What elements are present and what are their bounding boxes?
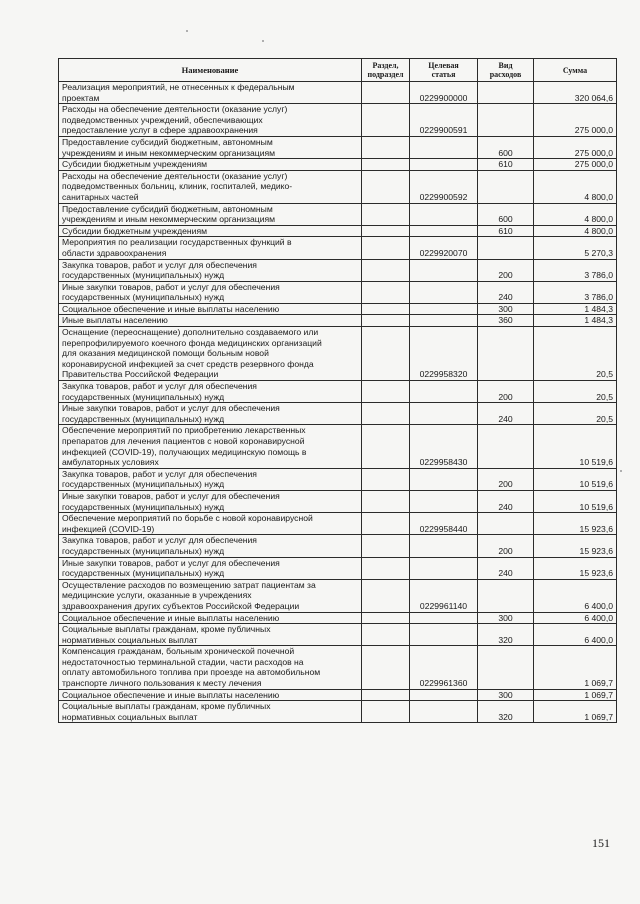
- row-amount: 1 484,3: [534, 303, 617, 315]
- row-expense-kind: 300: [478, 612, 534, 624]
- row-target-article: [410, 259, 478, 281]
- table-row: [59, 136, 617, 158]
- row-target-article: 0229958440: [410, 513, 478, 535]
- row-target-article: [410, 159, 478, 171]
- row-amount: 1 069,7: [534, 689, 617, 701]
- scan-speck: [620, 470, 622, 472]
- row-name: Осуществление расходов по возмещению затрат пациентам за медицинские услуги, оказанные в учреждениях здравоохранения других субъектов Российской Федерации: [59, 579, 362, 612]
- row-section: [362, 315, 410, 327]
- row-section: [362, 468, 410, 490]
- table-row: [59, 281, 617, 303]
- row-section: [362, 403, 410, 425]
- row-amount: 4 800,0: [534, 170, 617, 203]
- row-name: Обеспечение мероприятий по борьбе с новой коронавирусной инфекцией (COVID-19): [59, 513, 362, 535]
- row-target-article: [410, 203, 478, 225]
- row-section: [362, 381, 410, 403]
- row-target-article: [410, 624, 478, 646]
- row-name: Иные закупки товаров, работ и услуг для обеспечения государственных (муниципальных) нужд: [59, 557, 362, 579]
- table-row: [59, 82, 617, 104]
- row-expense-kind: 240: [478, 281, 534, 303]
- row-amount: 275 000,0: [534, 136, 617, 158]
- row-section: [362, 104, 410, 137]
- row-target-article: 0229900000: [410, 82, 478, 104]
- row-target-article: [410, 315, 478, 327]
- row-expense-kind: [478, 170, 534, 203]
- table-row: [59, 159, 617, 171]
- row-section: [362, 327, 410, 381]
- header-kind-text: Вид расходов: [489, 61, 522, 79]
- row-expense-kind: [478, 104, 534, 137]
- table-row: [59, 381, 617, 403]
- row-name: Расходы на обеспечение деятельности (оказание услуг) подведомственных учреждений, обеспечивающих предоставление услуг в сфере здравоохранения: [59, 104, 362, 137]
- row-amount: 6 400,0: [534, 579, 617, 612]
- row-section: [362, 203, 410, 225]
- header-section: [362, 59, 410, 82]
- budget-table: [58, 58, 617, 723]
- row-expense-kind: [478, 327, 534, 381]
- row-target-article: [410, 403, 478, 425]
- row-target-article: [410, 468, 478, 490]
- row-section: [362, 159, 410, 171]
- row-name: Расходы на обеспечение деятельности (оказание услуг) подведомственных больниц, клиник, госпиталей, медико- санитарных частей: [59, 170, 362, 203]
- row-amount: 1 069,7: [534, 646, 617, 689]
- row-name: Социальное обеспечение и иные выплаты населению: [59, 612, 362, 624]
- row-target-article: [410, 381, 478, 403]
- row-expense-kind: [478, 646, 534, 689]
- table-row: [59, 701, 617, 723]
- row-expense-kind: 240: [478, 557, 534, 579]
- row-amount: 5 270,3: [534, 237, 617, 259]
- row-name: Иные закупки товаров, работ и услуг для обеспечения государственных (муниципальных) нужд: [59, 281, 362, 303]
- table-row: [59, 535, 617, 557]
- row-expense-kind: [478, 579, 534, 612]
- row-amount: 15 923,6: [534, 557, 617, 579]
- row-target-article: [410, 303, 478, 315]
- row-target-article: 0229961360: [410, 646, 478, 689]
- row-name: Закупка товаров, работ и услуг для обеспечения государственных (муниципальных) нужд: [59, 468, 362, 490]
- row-expense-kind: 600: [478, 203, 534, 225]
- row-section: [362, 237, 410, 259]
- row-section: [362, 579, 410, 612]
- row-amount: 15 923,6: [534, 513, 617, 535]
- row-target-article: [410, 557, 478, 579]
- row-target-article: [410, 490, 478, 512]
- row-section: [362, 425, 410, 468]
- row-section: [362, 303, 410, 315]
- row-name: Предоставление субсидий бюджетным, автономным учреждениям и иным некоммерческим организациям: [59, 203, 362, 225]
- row-target-article: [410, 701, 478, 723]
- row-amount: 20,5: [534, 381, 617, 403]
- table-row: [59, 612, 617, 624]
- row-section: [362, 689, 410, 701]
- row-section: [362, 513, 410, 535]
- row-expense-kind: [478, 425, 534, 468]
- row-amount: 10 519,6: [534, 490, 617, 512]
- row-expense-kind: 200: [478, 381, 534, 403]
- row-amount: 3 786,0: [534, 259, 617, 281]
- scan-speck: [262, 40, 264, 42]
- row-name: Субсидии бюджетным учреждениям: [59, 159, 362, 171]
- row-target-article: [410, 225, 478, 237]
- row-target-article: 0229920070: [410, 237, 478, 259]
- row-section: [362, 281, 410, 303]
- header-target: [410, 59, 478, 82]
- table-row: [59, 203, 617, 225]
- row-expense-kind: 300: [478, 303, 534, 315]
- header-target-text: Целевая статья: [428, 61, 459, 79]
- table-row: [59, 315, 617, 327]
- row-amount: 10 519,6: [534, 425, 617, 468]
- scan-speck: [186, 30, 188, 32]
- table-row: [59, 579, 617, 612]
- row-expense-kind: 200: [478, 468, 534, 490]
- table-row: [59, 237, 617, 259]
- row-section: [362, 82, 410, 104]
- row-amount: 3 786,0: [534, 281, 617, 303]
- row-expense-kind: 300: [478, 689, 534, 701]
- row-amount: 20,5: [534, 327, 617, 381]
- row-expense-kind: 200: [478, 259, 534, 281]
- table-row: [59, 225, 617, 237]
- row-section: [362, 646, 410, 689]
- row-target-article: [410, 612, 478, 624]
- row-target-article: [410, 136, 478, 158]
- table-row: [59, 303, 617, 315]
- row-target-article: [410, 689, 478, 701]
- row-expense-kind: 240: [478, 403, 534, 425]
- row-expense-kind: 320: [478, 624, 534, 646]
- header-amount: Сумма: [534, 59, 617, 82]
- row-expense-kind: 610: [478, 225, 534, 237]
- row-section: [362, 557, 410, 579]
- row-name: Компенсация гражданам, больным хронической почечной недостаточностью терминальной стадии, части расходов на оплату автомобильного топлива при проезде на автомобильном транспорте личного пользования к месту лечения: [59, 646, 362, 689]
- row-target-article: 0229958430: [410, 425, 478, 468]
- row-amount: 20,5: [534, 403, 617, 425]
- header-name: Наименование: [59, 59, 362, 82]
- row-expense-kind: [478, 237, 534, 259]
- row-name: Иные закупки товаров, работ и услуг для обеспечения государственных (муниципальных) нужд: [59, 403, 362, 425]
- row-name: Социальные выплаты гражданам, кроме публичных нормативных социальных выплат: [59, 624, 362, 646]
- row-section: [362, 535, 410, 557]
- row-name: Субсидии бюджетным учреждениям: [59, 225, 362, 237]
- row-amount: 4 800,0: [534, 225, 617, 237]
- row-amount: 275 000,0: [534, 104, 617, 137]
- row-target-article: 0229958320: [410, 327, 478, 381]
- table-row: [59, 327, 617, 381]
- header-section-text: Раздел, подраздел: [367, 61, 404, 79]
- table-row: [59, 403, 617, 425]
- row-expense-kind: 600: [478, 136, 534, 158]
- row-name: Оснащение (переоснащение) дополнительно создаваемого или перепрофилируемого коечного фонда медицинских организаций для оказания медицинской помощи больным новой коронавирусной инфекцией за счет средств резервного фонда Правительства Российской Федерации: [59, 327, 362, 381]
- table-row: [59, 557, 617, 579]
- row-name: Иные выплаты населению: [59, 315, 362, 327]
- row-name: Закупка товаров, работ и услуг для обеспечения государственных (муниципальных) нужд: [59, 259, 362, 281]
- table-row: [59, 513, 617, 535]
- row-amount: 6 400,0: [534, 624, 617, 646]
- row-expense-kind: 610: [478, 159, 534, 171]
- row-amount: 15 923,6: [534, 535, 617, 557]
- row-target-article: 0229900592: [410, 170, 478, 203]
- row-name: Обеспечение мероприятий по приобретению лекарственных препаратов для лечения пациентов с новой коронавирусной инфекцией (COVID-19), получающих медицинскую помощь в амбулаторных условиях: [59, 425, 362, 468]
- row-section: [362, 612, 410, 624]
- row-name: Закупка товаров, работ и услуг для обеспечения государственных (муниципальных) нужд: [59, 535, 362, 557]
- row-name: Социальные выплаты гражданам, кроме публичных нормативных социальных выплат: [59, 701, 362, 723]
- row-section: [362, 225, 410, 237]
- row-target-article: 0229900591: [410, 104, 478, 137]
- table-row: [59, 425, 617, 468]
- row-expense-kind: [478, 82, 534, 104]
- row-name: Социальное обеспечение и иные выплаты населению: [59, 303, 362, 315]
- table-row: [59, 259, 617, 281]
- table-row: [59, 490, 617, 512]
- row-name: Реализация мероприятий, не отнесенных к федеральным проектам: [59, 82, 362, 104]
- table-row: [59, 104, 617, 137]
- row-amount: 10 519,6: [534, 468, 617, 490]
- row-name: Мероприятия по реализации государственных функций в области здравоохранения: [59, 237, 362, 259]
- row-expense-kind: 360: [478, 315, 534, 327]
- table-header-row: [59, 59, 617, 82]
- row-expense-kind: 200: [478, 535, 534, 557]
- row-section: [362, 490, 410, 512]
- row-section: [362, 259, 410, 281]
- row-name: Закупка товаров, работ и услуг для обеспечения государственных (муниципальных) нужд: [59, 381, 362, 403]
- row-amount: 1 484,3: [534, 315, 617, 327]
- row-expense-kind: [478, 513, 534, 535]
- page-number: 151: [592, 836, 610, 850]
- row-name: Иные закупки товаров, работ и услуг для обеспечения государственных (муниципальных) нужд: [59, 490, 362, 512]
- row-section: [362, 136, 410, 158]
- row-target-article: 0229961140: [410, 579, 478, 612]
- row-amount: 6 400,0: [534, 612, 617, 624]
- row-section: [362, 624, 410, 646]
- table-row: [59, 624, 617, 646]
- table-row: [59, 468, 617, 490]
- row-target-article: [410, 281, 478, 303]
- row-amount: 320 064,6: [534, 82, 617, 104]
- table-row: [59, 646, 617, 689]
- row-amount: 1 069,7: [534, 701, 617, 723]
- row-section: [362, 701, 410, 723]
- row-name: Предоставление субсидий бюджетным, автономным учреждениям и иным некоммерческим организациям: [59, 136, 362, 158]
- table-row: [59, 689, 617, 701]
- row-expense-kind: 320: [478, 701, 534, 723]
- row-section: [362, 170, 410, 203]
- row-amount: 4 800,0: [534, 203, 617, 225]
- table-row: [59, 170, 617, 203]
- row-target-article: [410, 535, 478, 557]
- header-kind: [478, 59, 534, 82]
- row-name: Социальное обеспечение и иные выплаты населению: [59, 689, 362, 701]
- row-amount: 275 000,0: [534, 159, 617, 171]
- row-expense-kind: 240: [478, 490, 534, 512]
